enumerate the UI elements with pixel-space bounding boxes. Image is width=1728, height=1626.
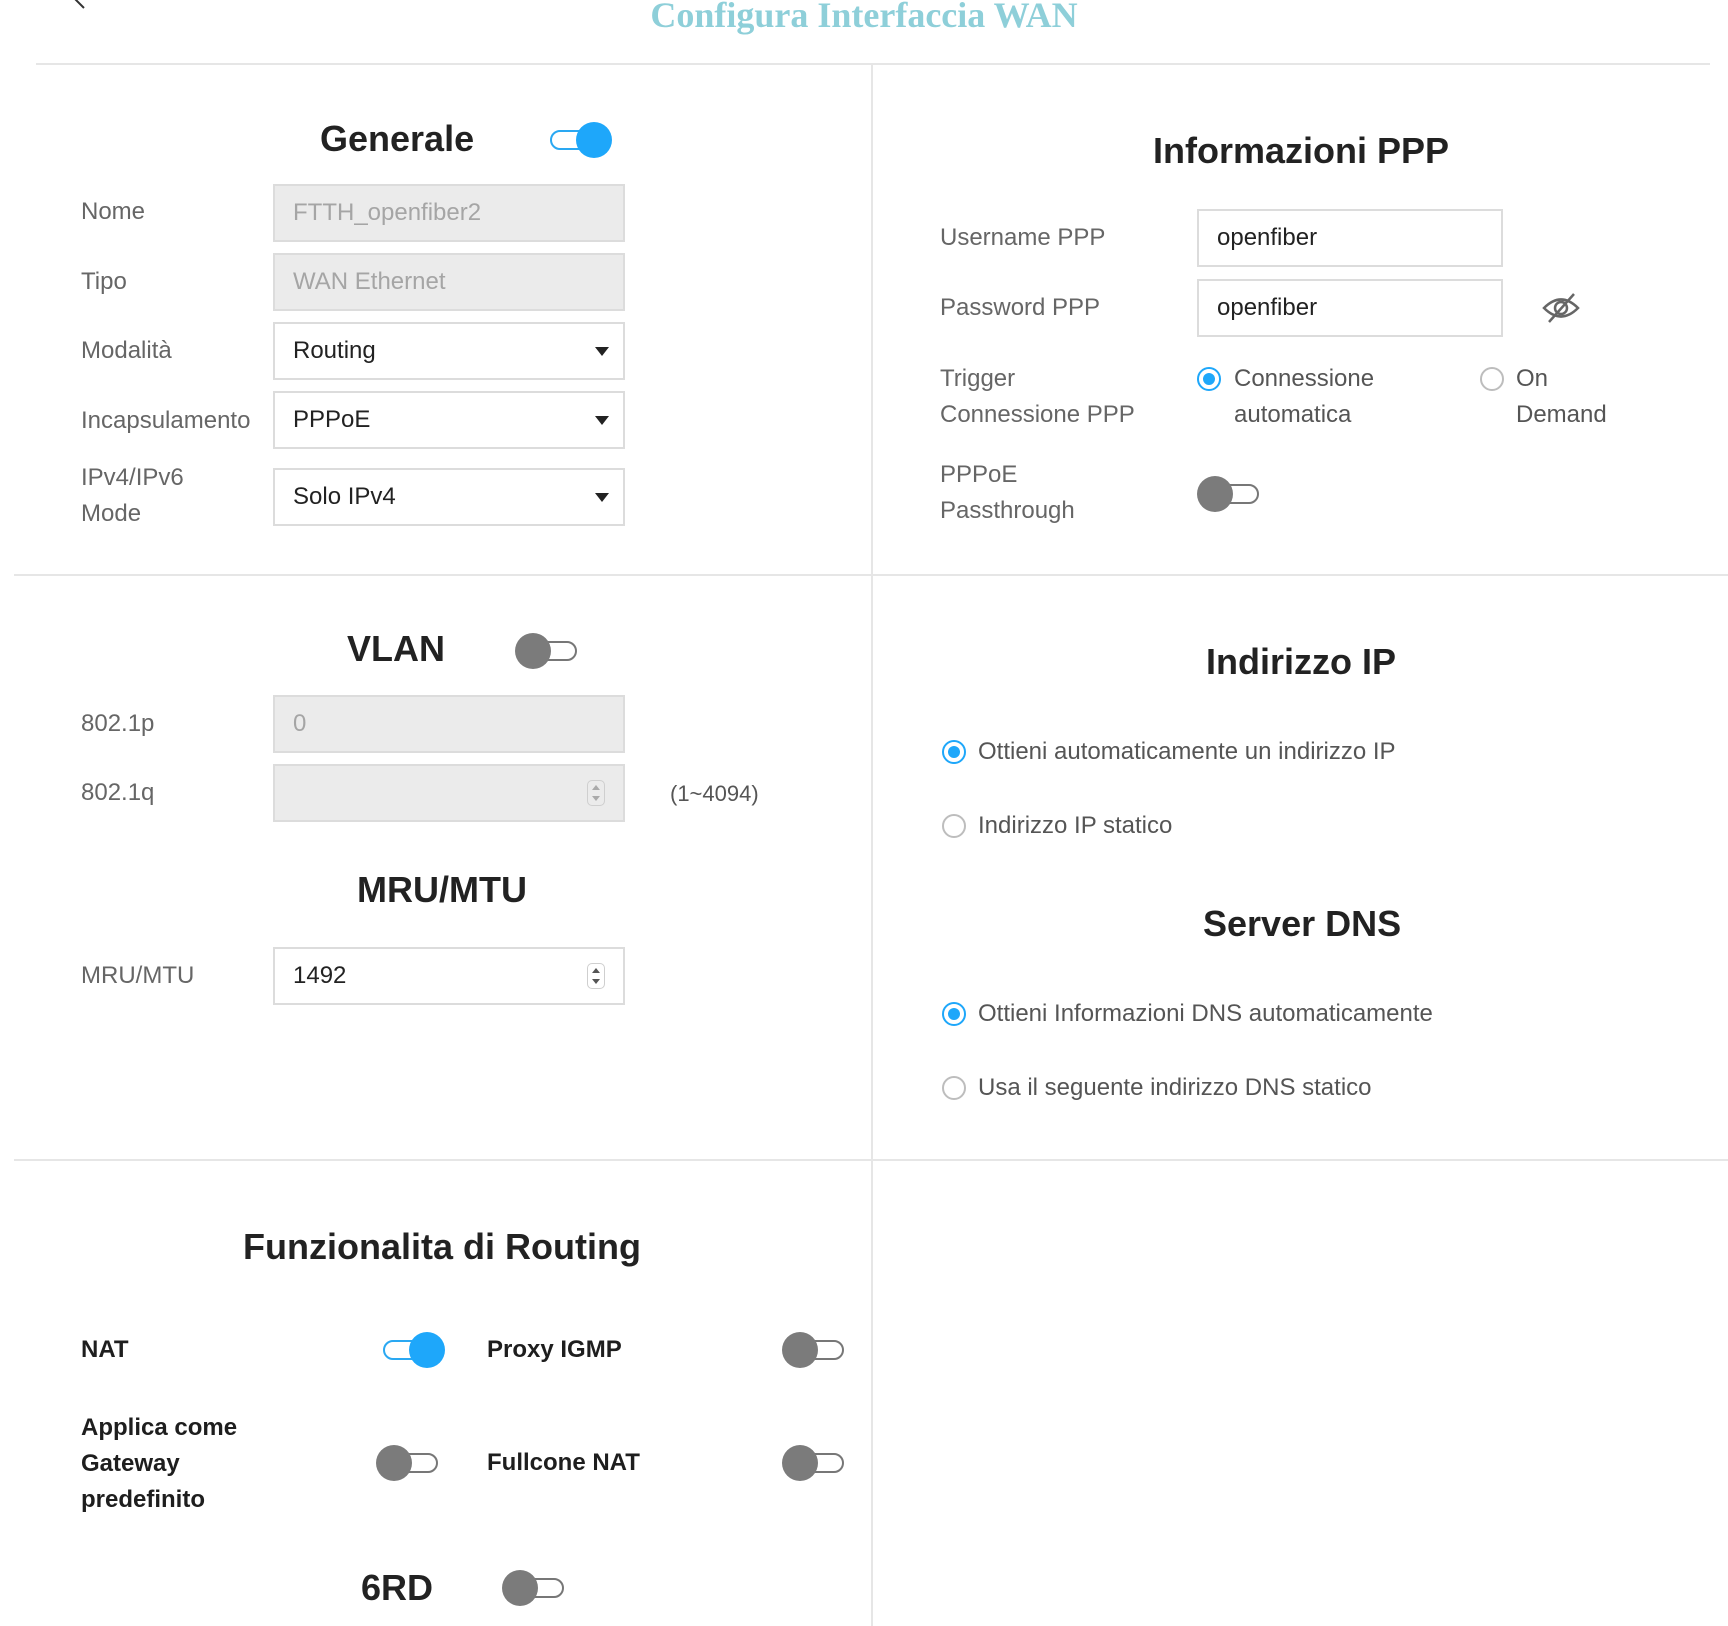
incapsulamento-value: PPPoE <box>293 406 371 433</box>
trigger-ondemand-line2: Demand <box>1516 401 1607 428</box>
trigger-label <box>940 361 1135 433</box>
passthrough-label-line2: Passthrough <box>940 497 1075 524</box>
mtu-value: 1492 <box>293 962 347 989</box>
chevron-down-icon <box>595 416 609 425</box>
routing-title: Funzionalita di Routing <box>243 1226 641 1267</box>
trigger-ondemand-label[interactable] <box>1516 361 1607 433</box>
header-divider <box>36 63 1710 65</box>
sixrd-title: 6RD <box>361 1567 434 1608</box>
vlan-q-field <box>273 764 625 822</box>
gateway-label-line3: predefinito <box>81 1486 205 1513</box>
ipmode-select[interactable] <box>273 468 625 526</box>
modalita-value: Routing <box>293 337 376 364</box>
gateway-label-line1: Applica come <box>81 1414 238 1441</box>
toggle-knob <box>576 122 612 158</box>
toggle-knob <box>782 1332 818 1368</box>
ipmode-label-line2: Mode <box>81 500 142 527</box>
gateway-label-line2: Gateway <box>81 1450 180 1477</box>
fullcone-nat-label: Fullcone NAT <box>487 1449 640 1476</box>
nome-label: Nome <box>81 198 146 225</box>
stepper-icon <box>587 780 605 806</box>
row-divider-2 <box>14 1159 1728 1161</box>
dns-static-radio[interactable] <box>942 1076 966 1100</box>
page-title: Configura Interfaccia WAN <box>650 0 1078 35</box>
toggle-knob <box>1197 476 1233 512</box>
ip-auto-label[interactable]: Ottieni automaticamente un indirizzo IP <box>978 738 1396 765</box>
dns-auto-label[interactable]: Ottieni Informazioni DNS automaticamente <box>978 1000 1433 1027</box>
trigger-auto-radio[interactable] <box>1197 367 1221 391</box>
incapsulamento-label: Incapsulamento <box>81 407 251 434</box>
chevron-down-icon <box>595 347 609 356</box>
vlan-p-label: 802.1p <box>81 710 155 737</box>
passthrough-label-line1: PPPoE <box>940 461 1018 488</box>
mtu-input[interactable] <box>273 947 625 1005</box>
toggle-knob <box>409 1332 445 1368</box>
ppp-username-input[interactable]: openfiber <box>1197 209 1503 267</box>
modalita-select[interactable] <box>273 322 625 380</box>
trigger-auto-label[interactable] <box>1234 361 1374 433</box>
mtu-title: MRU/MTU <box>357 869 527 910</box>
vlan-toggle[interactable] <box>515 632 581 670</box>
stepper-icon[interactable] <box>587 963 605 989</box>
nat-label: NAT <box>81 1336 129 1363</box>
fullcone-nat-toggle[interactable] <box>782 1444 848 1482</box>
toggle-knob <box>376 1445 412 1481</box>
nat-toggle[interactable] <box>379 1331 445 1369</box>
eye-off-icon[interactable] <box>1541 291 1581 325</box>
tipo-field: WAN Ethernet <box>273 253 625 311</box>
proxy-igmp-toggle[interactable] <box>782 1331 848 1369</box>
generale-toggle[interactable] <box>546 121 612 159</box>
ip-title: Indirizzo IP <box>1206 641 1397 682</box>
trigger-label-line2: Connessione PPP <box>940 401 1135 428</box>
tipo-label: Tipo <box>81 268 127 295</box>
trigger-ondemand-line1: On <box>1516 365 1549 392</box>
toggle-knob <box>515 633 551 669</box>
gateway-label <box>81 1410 237 1518</box>
ipmode-label <box>81 460 184 532</box>
modalita-label: Modalità <box>81 337 172 364</box>
trigger-ondemand-radio[interactable] <box>1480 367 1504 391</box>
ip-auto-radio[interactable] <box>942 740 966 764</box>
toggle-knob <box>782 1445 818 1481</box>
sixrd-toggle[interactable] <box>502 1569 568 1607</box>
proxy-igmp-label: Proxy IGMP <box>487 1336 622 1363</box>
ip-static-label[interactable]: Indirizzo IP statico <box>978 812 1173 839</box>
nome-field: FTTH_openfiber2 <box>273 184 625 242</box>
ipmode-label-line1: IPv4/IPv6 <box>81 464 184 491</box>
generale-title: Generale <box>320 118 475 159</box>
row-divider-1 <box>14 574 1728 576</box>
incapsulamento-select[interactable] <box>273 391 625 449</box>
passthrough-label <box>940 457 1075 529</box>
dns-auto-radio[interactable] <box>942 1002 966 1026</box>
ppp-password-input[interactable]: openfiber <box>1197 279 1503 337</box>
gateway-toggle[interactable] <box>376 1444 442 1482</box>
vlan-p-field: 0 <box>273 695 625 753</box>
ipmode-value: Solo IPv4 <box>293 483 396 510</box>
ip-static-radio[interactable] <box>942 814 966 838</box>
ppp-username-label: Username PPP <box>940 224 1106 251</box>
vlan-title: VLAN <box>347 628 445 669</box>
ppp-title: Informazioni PPP <box>1153 130 1450 171</box>
chevron-down-icon <box>595 493 609 502</box>
dns-title: Server DNS <box>1203 903 1402 944</box>
toggle-knob <box>502 1570 538 1606</box>
mtu-label: MRU/MTU <box>81 962 195 989</box>
passthrough-toggle[interactable] <box>1197 475 1263 513</box>
vlan-q-hint: (1~4094) <box>670 781 759 806</box>
ppp-password-label: Password PPP <box>940 294 1101 321</box>
column-divider <box>871 65 873 1626</box>
trigger-auto-line1: Connessione <box>1234 365 1375 392</box>
trigger-auto-line2: automatica <box>1234 401 1352 428</box>
dns-static-label[interactable]: Usa il seguente indirizzo DNS statico <box>978 1074 1372 1101</box>
vlan-q-label: 802.1q <box>81 779 155 806</box>
trigger-label-line1: Trigger <box>940 365 1016 392</box>
